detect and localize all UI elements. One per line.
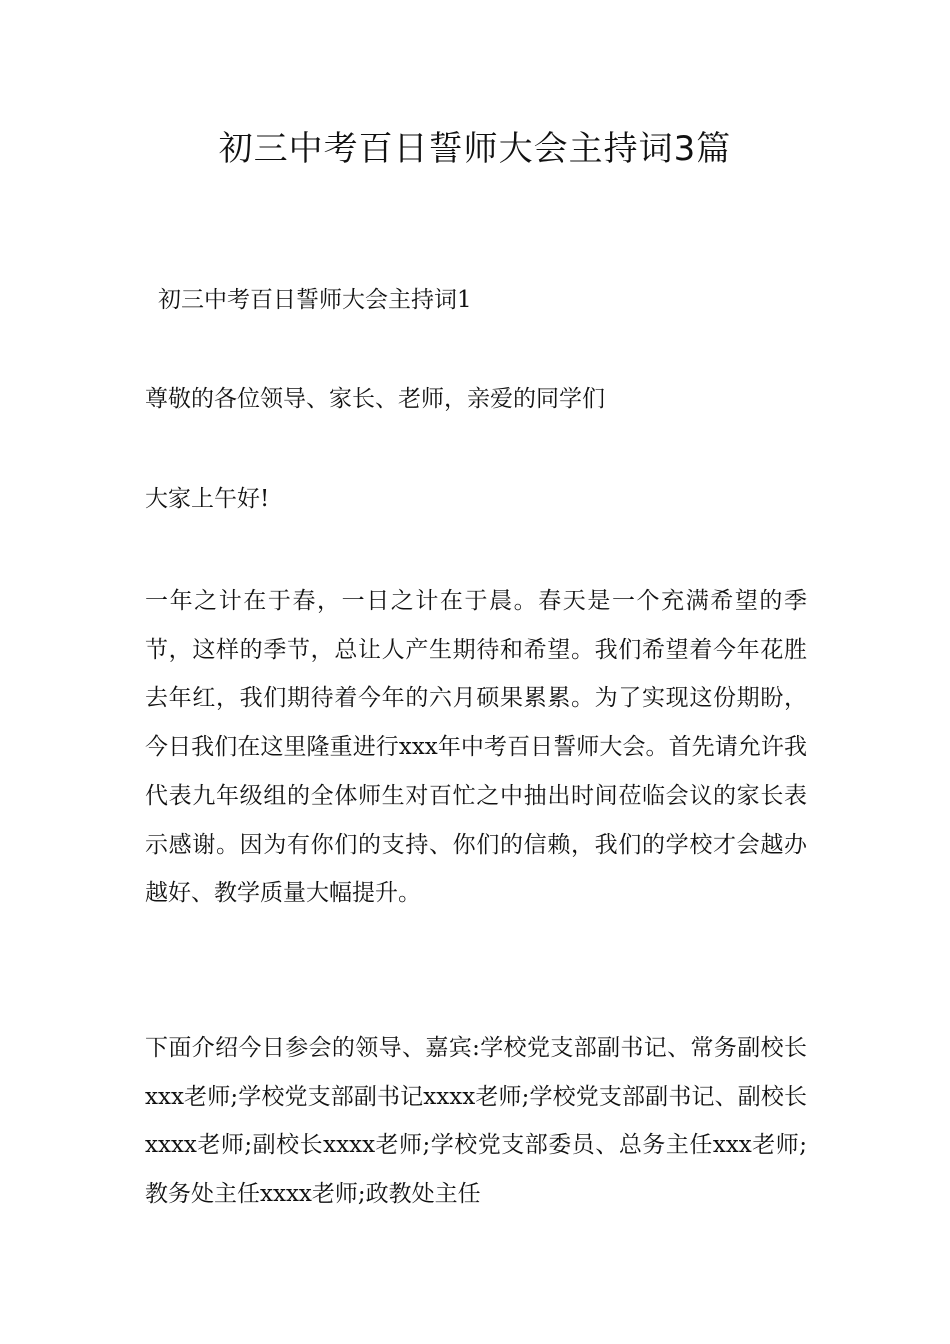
body-paragraph-1: 一年之计在于春，一日之计在于晨。春天是一个充满希望的季节，这样的季节，总让人产生期待和希望。我们希望着今年花胜去年红，我们期待着今年的六月硕果累累。为了实现这份期盼，今日我们在这里隆重进行xxx年中考百日誓师大会。首先请允许我代表九年级组的全体师生对百忙之中抽出时间莅临会议的家长表示感谢。因为有你们的支持、你们的信赖，我们的学校才会越办越好、教学质量大幅提升。 <box>145 588 807 907</box>
section-heading: 初三中考百日誓师大会主持词1 <box>158 287 472 313</box>
document-title: 初三中考百日誓师大会主持词3篇 <box>218 129 732 169</box>
hello-paragraph: 大家上午好! <box>145 486 270 512</box>
greeting-paragraph: 尊敬的各位领导、家长、老师，亲爱的同学们 <box>145 386 605 412</box>
body-paragraph-2: 下面介绍今日参会的领导、嘉宾:学校党支部副书记、常务副校长xxx老师;学校党支部副书记xxxx老师;学校党支部副书记、副校长xxxx老师;副校长xxxx老师;学校党支部委员、总务主任xxx老师;教务处主任xxxx老师;政教处主任 <box>145 1035 807 1208</box>
